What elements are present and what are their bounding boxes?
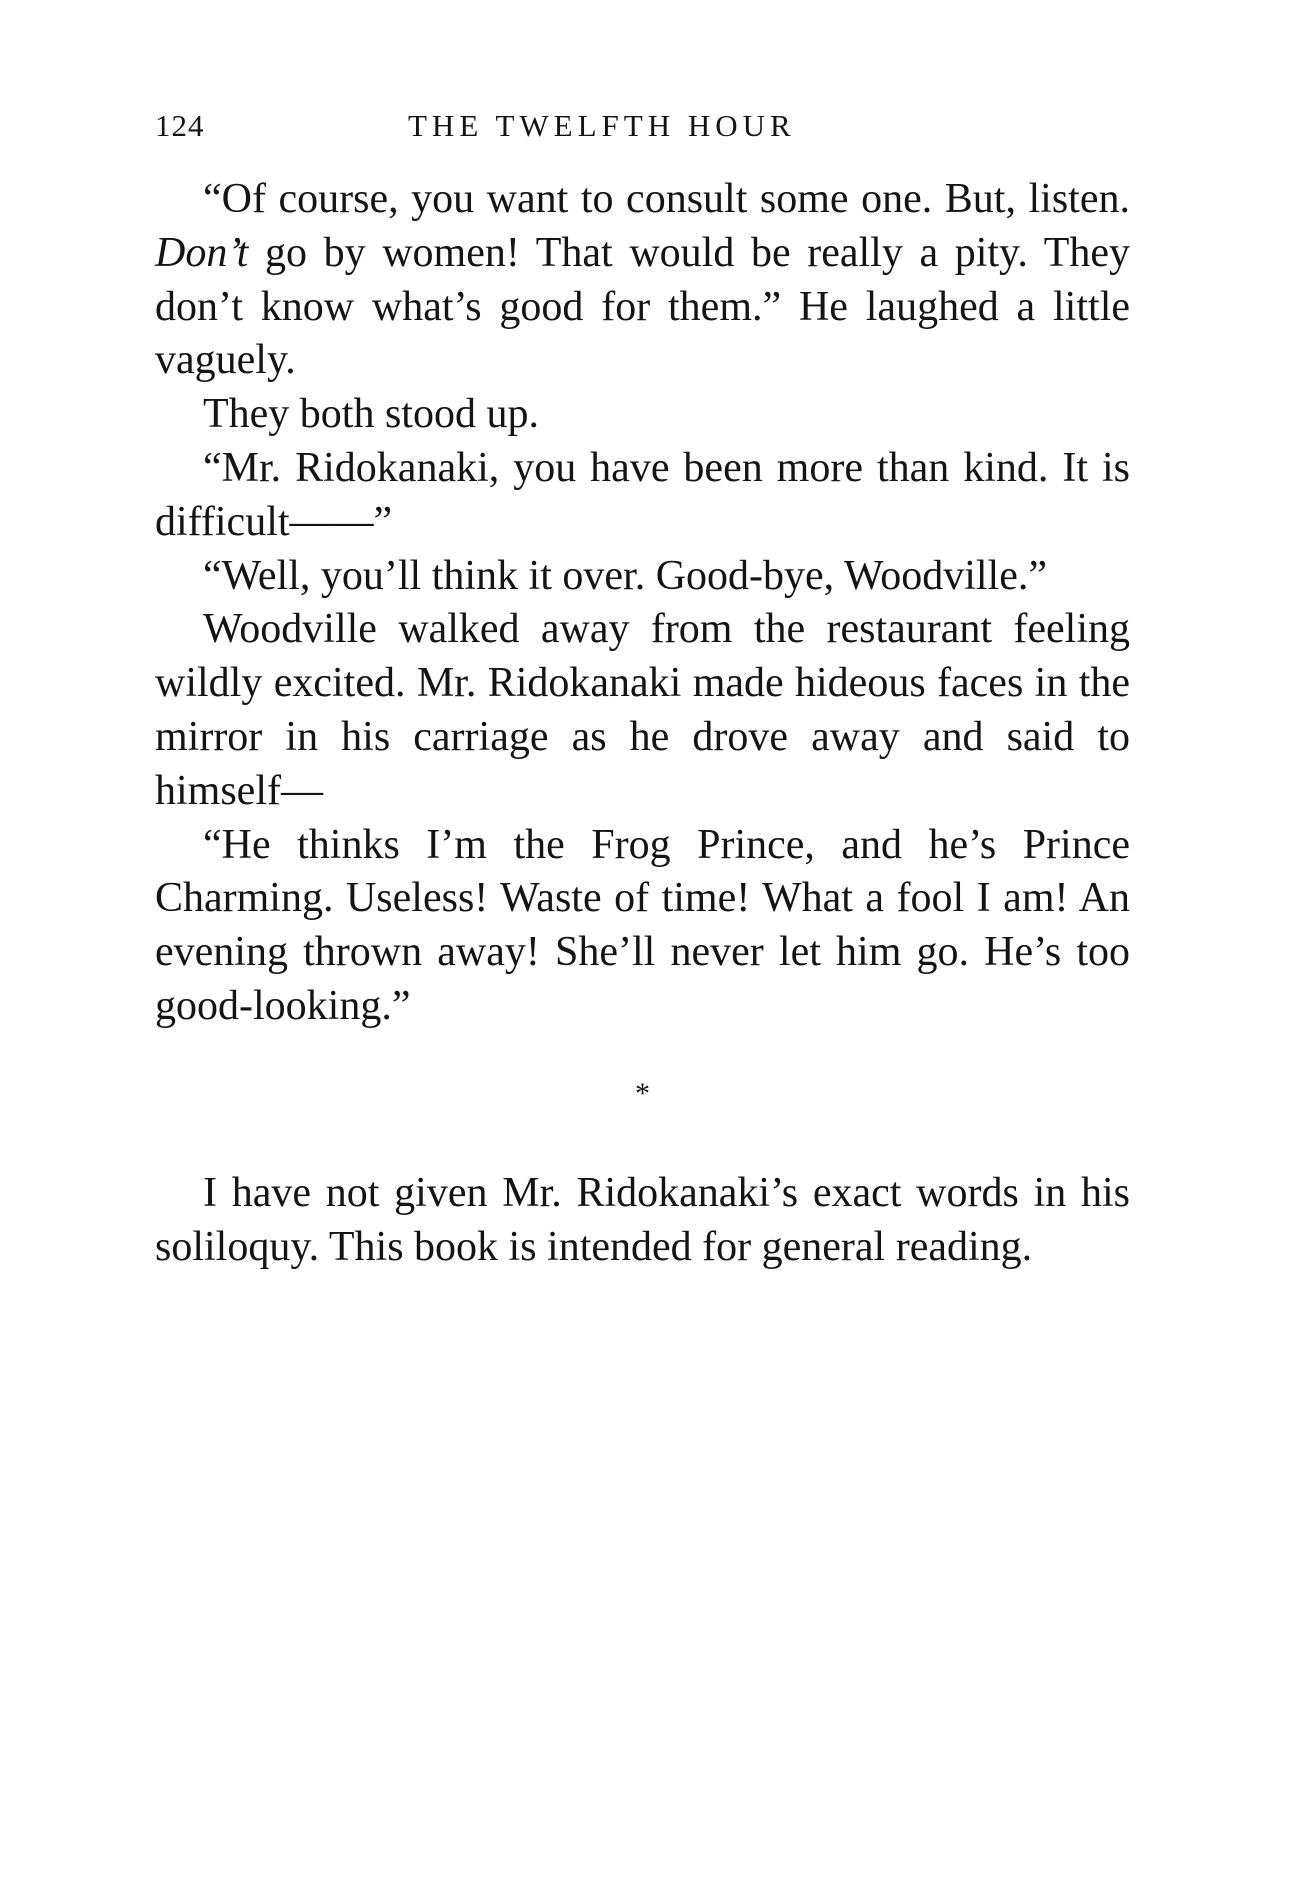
paragraph: They both stood up. — [203, 391, 539, 438]
section-break-star: * — [635, 1076, 650, 1110]
page-header — [155, 108, 1130, 148]
paragraph-text: “Of course, you want to consult some one. But, listen. — [203, 176, 1130, 222]
italic-word: Don’t — [155, 229, 249, 276]
body-text — [155, 173, 1130, 1274]
paragraph: “Well, you’ll think it over. Good-bye, Woodville.” — [203, 552, 1047, 599]
page-number: 124 — [155, 108, 205, 143]
paragraph — [155, 173, 1130, 388]
paragraph: Woodville walked away from the restaurant feeling wildly excited. Mr. Ridokanaki made hideous faces in the mirror in his carriage as he drove away and said to himself— — [155, 606, 1130, 814]
paragraph-text: go by women! That would be really a pity. They don’t know what’s good for them.” He laughed a little vaguely. — [155, 229, 1130, 384]
running-head: THE TWELFTH HOUR — [408, 108, 796, 143]
paragraph: “He thinks I’m the Frog Prince, and he’s Prince Charming. Useless! Waste of time! What a fool I am! An evening thrown away! She’ll never let him go. He’s too good-looking.” — [155, 821, 1130, 1029]
paragraph: “Mr. Ridokanaki, you have been more than kind. It is difficult——” — [155, 444, 1130, 545]
final-paragraph: I have not given Mr. Ridokanaki’s exact words in his soliloquy. This book is intended for general reading. — [155, 1169, 1130, 1270]
